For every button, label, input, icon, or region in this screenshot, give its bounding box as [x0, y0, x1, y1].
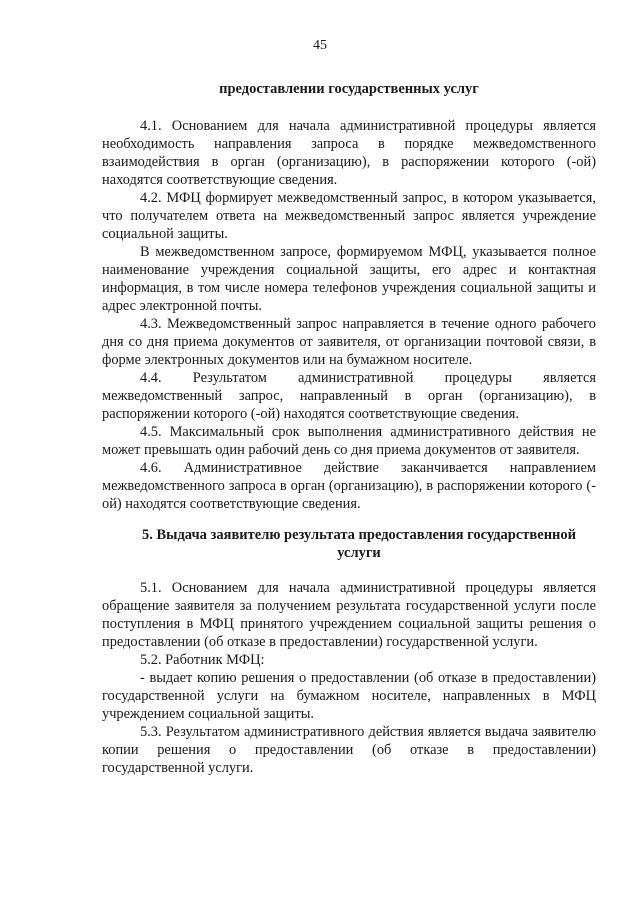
page-number: 45: [313, 38, 327, 53]
section-5-heading: 5. Выдача заявителю результата предоставления государственной услуги: [141, 527, 577, 561]
paragraph-4-3: 4.3. Межведомственный запрос направляется в течение одного рабочего дня со дня приема документов от заявителя, от организации почтовой связи, в форме электронных документов или на бумажном носителе.: [102, 316, 596, 368]
paragraph-4-6: 4.6. Административное действие заканчивается направлением межведомственного запроса в орган (организацию), в распоряжении которого (-ой) находятся соответствующие сведения.: [102, 460, 596, 512]
paragraph-4-5: 4.5. Максимальный срок выполнения административного действия не может превышать один рабочий день со дня приема документов от заявителя.: [102, 424, 596, 458]
paragraph-4-1: 4.1. Основанием для начала административной процедуры является необходимость направления запроса в порядке межведомственного взаимодействия в орган (организацию), в распоряжении которого (-ой) находятся соответствующие сведения.: [102, 118, 596, 188]
section-4-body: [102, 117, 596, 513]
section-5-body: [102, 579, 596, 777]
paragraph-4-2-continued: В межведомственном запросе, формируемом МФЦ, указывается полное наименование учреждения социальной защиты, его адрес и контактная информация, в том числе номера телефонов учреждения социальной защиты и адрес электронной почты.: [102, 244, 596, 314]
paragraph-5-3: 5.3. Результатом административного действия является выдача заявителю копии решения о предоставлении (об отказе в предоставлении) государственной услуги.: [102, 724, 596, 776]
paragraph-4-4: 4.4. Результатом административной процедуры является межведомственный запрос, направленный в орган (организацию), в распоряжении которого (-ой) находятся соответствующие сведения.: [102, 370, 596, 422]
paragraph-5-2: 5.2. Работник МФЦ:: [140, 652, 265, 668]
continuation-heading: предоставлении государственных услуг: [219, 81, 479, 97]
paragraph-5-2-bullet: - выдает копию решения о предоставлении (об отказе в предоставлении) государственной услуги на бумажном носителе, направленных в МФЦ учреждением социальной защиты.: [102, 670, 596, 722]
paragraph-4-2: 4.2. МФЦ формирует межведомственный запрос, в котором указывается, что получателем ответа на межведомственный запрос является учреждение социальной защиты.: [102, 190, 596, 242]
paragraph-5-1: 5.1. Основанием для начала административной процедуры является обращение заявителя за получением результата государственной услуги после поступления в МФЦ принятого учреждением социальной защиты решения о предоставлении (об отказе в предоставлении) государственной услуги.: [102, 580, 596, 650]
